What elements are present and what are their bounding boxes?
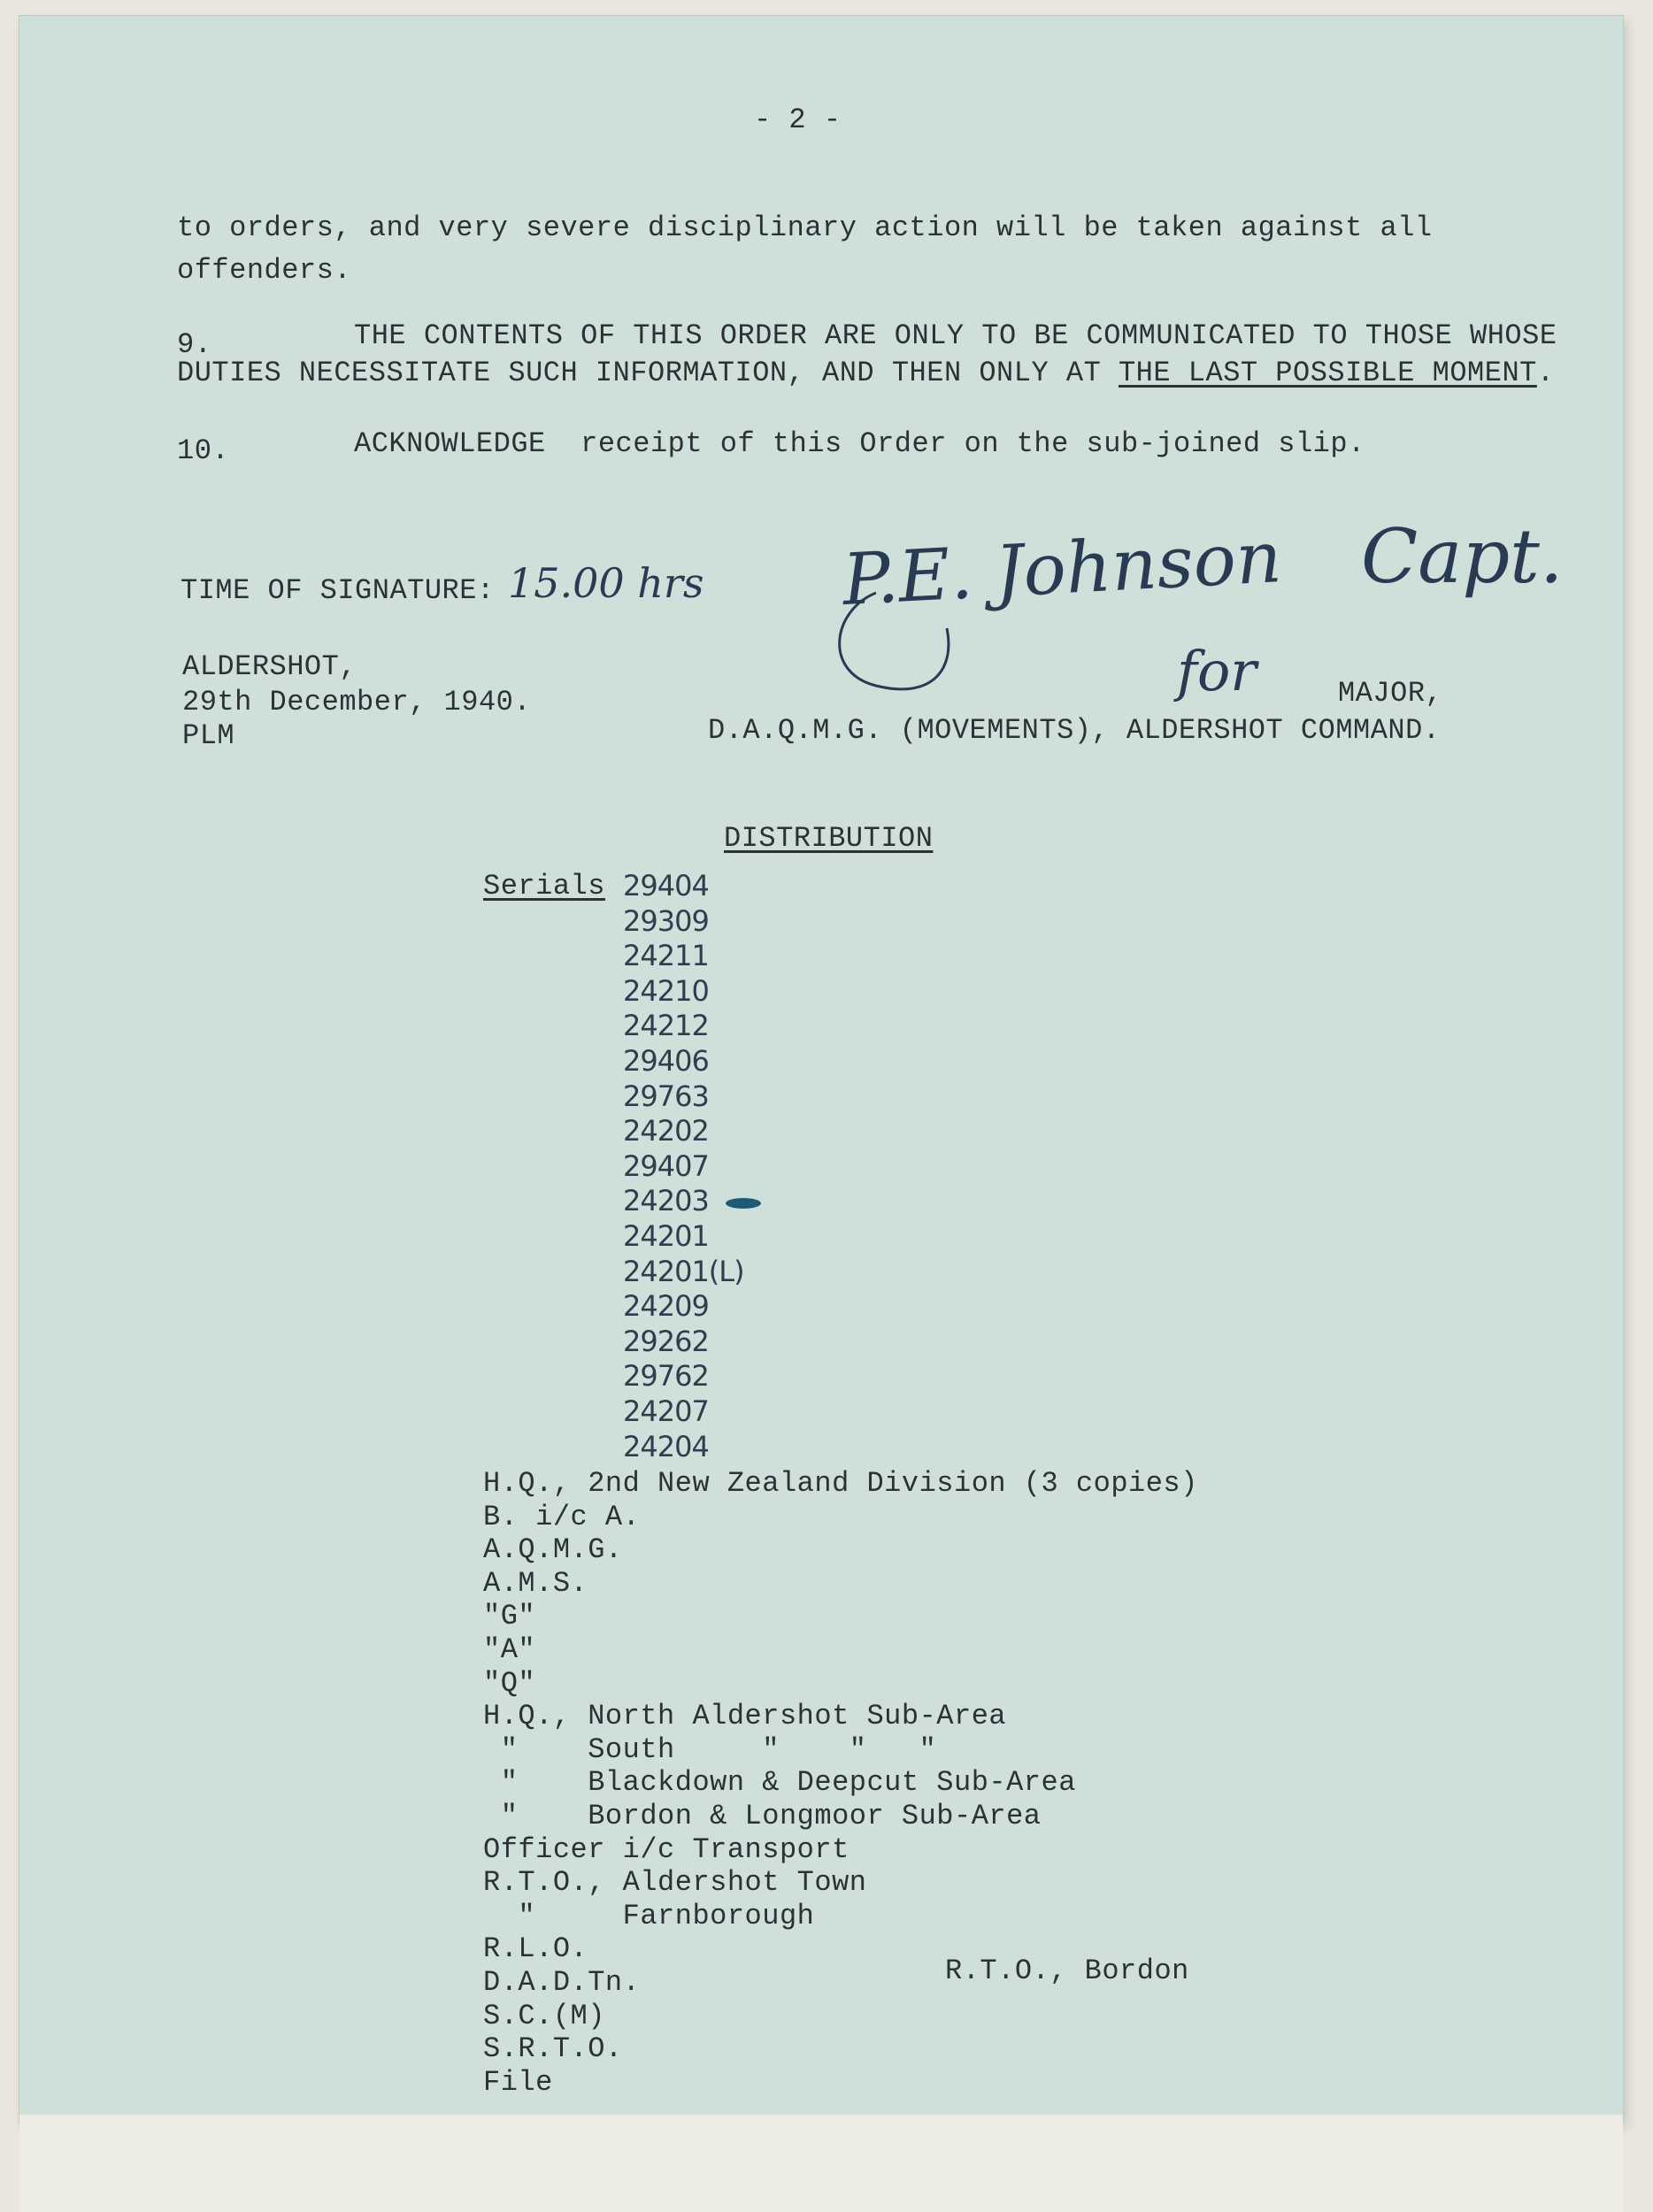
recipient-item: "G"	[483, 1600, 536, 1633]
time-of-signature-value: 15.00 hrs	[508, 559, 704, 607]
recipient-item: Officer i/c Transport	[483, 1832, 850, 1866]
serial-item: 29309	[623, 903, 709, 938]
serial-item: 24202	[623, 1114, 709, 1148]
recipient-item: R.L.O.	[483, 1932, 588, 1966]
recipient-item: R.T.O., Aldershot Town	[483, 1866, 867, 1900]
office: D.A.Q.M.G. (MOVEMENTS), ALDERSHOT COMMAND.	[708, 714, 1441, 747]
serials-list	[623, 869, 744, 1464]
serial-item: 24210	[623, 973, 709, 1008]
serials-label: Serials	[483, 870, 605, 902]
recipient-item: H.Q., 2nd New Zealand Division (3 copies)	[483, 1467, 1198, 1500]
serial-item: 24201(L)	[623, 1254, 744, 1288]
recipient-extra: R.T.O., Bordon	[945, 1955, 1189, 1987]
para-9-number: 9.	[177, 328, 212, 361]
para-8-line-1: to orders, and very severe disciplinary action will be taken against all	[177, 211, 1433, 244]
serial-item: 24212	[623, 1009, 709, 1043]
initials: PLM	[182, 719, 235, 752]
recipient-item: B. i/c A.	[483, 1500, 641, 1533]
date: 29th December, 1940.	[182, 686, 532, 718]
para-9-line-1: THE CONTENTS OF THIS ORDER ARE ONLY TO BE COMMUNICATED TO THOSE WHOSE	[354, 319, 1557, 352]
recipient-item: " Farnborough	[483, 1899, 815, 1932]
recipient-item: " Blackdown & Deepcut Sub-Area	[483, 1766, 1076, 1800]
distribution-heading: DISTRIBUTION	[724, 822, 934, 855]
para-10-number: 10.	[177, 434, 230, 467]
serial-item: 29762	[623, 1359, 709, 1394]
recipient-item: H.Q., North Aldershot Sub-Area	[483, 1700, 1007, 1733]
recipient-item: A.M.S.	[483, 1566, 588, 1600]
para-9-line-2-text: DUTIES NECESSITATE SUCH INFORMATION, AND THEN ONLY AT	[177, 357, 1119, 389]
time-of-signature-label: TIME OF SIGNATURE:	[181, 574, 495, 607]
place: ALDERSHOT,	[182, 650, 358, 683]
serial-item: 29262	[623, 1324, 709, 1358]
recipient-item: " South " " "	[483, 1732, 937, 1766]
recipient-item: D.A.D.Tn.	[483, 1965, 641, 1999]
serial-item: 29404	[623, 869, 709, 902]
recipient-item: File	[483, 2065, 553, 2099]
signature-flourish	[823, 575, 1000, 699]
para-10-text: ACKNOWLEDGE receipt of this Order on the sub-joined slip.	[354, 427, 1365, 460]
para-9-period: .	[1536, 357, 1555, 389]
serial-item: 29407	[623, 1148, 709, 1183]
serial-item: 29763	[623, 1079, 709, 1113]
serial-item: 24209	[623, 1289, 709, 1324]
serial-item: 24204	[623, 1429, 709, 1463]
signature-rank: Capt.	[1361, 513, 1564, 600]
serial-item: 24207	[623, 1394, 709, 1428]
page-background	[19, 2115, 1623, 2212]
para-9-emphasis: THE LAST POSSIBLE MOMENT	[1118, 357, 1537, 389]
signature: P.E. Johnson	[840, 516, 1284, 621]
para-9-line-2	[177, 356, 1555, 391]
recipient-item: S.C.(M)	[483, 1999, 605, 2032]
serial-item: 24203	[623, 1184, 709, 1218]
recipient-item: "A"	[483, 1632, 536, 1666]
ink-blot	[726, 1198, 761, 1209]
serial-item: 24211	[623, 939, 709, 973]
recipient-list	[483, 1467, 1198, 2099]
recipient-item: "Q"	[483, 1666, 536, 1700]
page-number: - 2 -	[754, 104, 842, 136]
recipient-item: S.R.T.O.	[483, 2032, 623, 2066]
para-8-line-2: offenders.	[177, 254, 352, 287]
rank: MAJOR,	[1338, 677, 1443, 710]
for-annotation: for	[1177, 639, 1257, 703]
recipient-item: A.Q.M.G.	[483, 1533, 623, 1567]
recipient-item: " Bordon & Longmoor Sub-Area	[483, 1799, 1042, 1832]
serial-item: 24201	[623, 1218, 709, 1253]
serial-item: 29406	[623, 1043, 709, 1078]
